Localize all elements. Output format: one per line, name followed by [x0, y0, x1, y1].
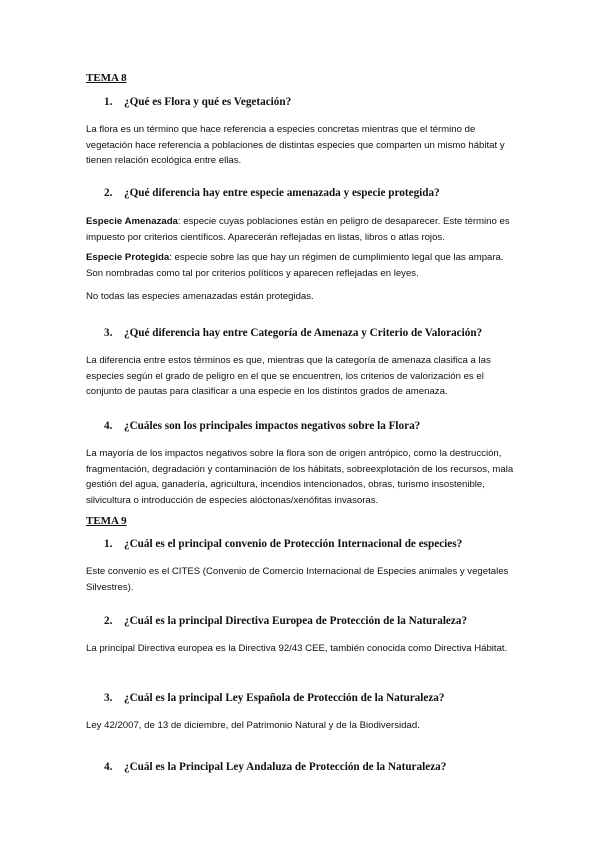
tema8-answer-2-amenazada	[86, 214, 518, 245]
question-number: 1.	[104, 96, 113, 108]
question-number: 4.	[104, 420, 113, 432]
tema9-answer-1: Este convenio es el CITES (Convenio de Comercio Internacional de Especies animales y vegetales Silvestres).	[86, 566, 509, 593]
term-label: Especie Amenazada	[86, 216, 178, 227]
tema8-question-3	[104, 327, 482, 339]
tema9-answer-3: Ley 42/2007, de 13 de diciembre, del Patrimonio Natural y de la Biodiversidad.	[86, 720, 420, 731]
question-number: 2.	[104, 615, 113, 627]
term-definition: : especie cuyas poblaciones están en peligro de desaparecer. Este término es impuesto por criterios científicos. Aparecerán reflejadas en listas, libros o atlas rojos.	[86, 216, 510, 243]
tema9-heading: TEMA 9	[86, 515, 127, 527]
tema8-answer-2-note: No todas las especies amenazadas están protegidas.	[86, 291, 314, 302]
term-definition: : especie sobre las que hay un régimen de cumplimiento legal que las ampara. Son nombradas como tal por criterios políticos y aparecen reflejadas en leyes.	[86, 252, 504, 279]
tema9-question-4	[104, 761, 446, 773]
question-text: ¿Cuál es la principal Ley Española de Protección de la Naturaleza?	[124, 692, 445, 704]
tema8-answer-4: La mayoría de los impactos negativos sobre la flora son de origen antrópico, como la destrucción, fragmentación, degradación y contaminación de los hábitats, sobreexplotación de los recursos, mala gestión del agua, ganadería, agricultura, incendios intencionados, obras, turismo insostenible, silvicultura o introducción de especies alóctonas/xenófitas invasoras.	[86, 448, 514, 506]
tema9-question-1	[104, 538, 462, 550]
tema9-answer-2: La principal Directiva europea es la Directiva 92/43 CEE, también conocida como Directiva Hábitat.	[86, 643, 508, 654]
question-number: 3.	[104, 327, 113, 339]
question-text: ¿Cuál es la principal Directiva Europea de Protección de la Naturaleza?	[124, 615, 468, 627]
question-number: 4.	[104, 761, 113, 773]
tema8-question-2	[104, 187, 440, 199]
question-text: ¿Cuál es la Principal Ley Andaluza de Protección de la Naturaleza?	[124, 761, 447, 773]
question-text: ¿Cuáles son los principales impactos negativos sobre la Flora?	[124, 420, 421, 432]
tema8-answer-2-protegida	[86, 250, 518, 281]
question-number: 2.	[104, 187, 113, 199]
question-number: 3.	[104, 692, 113, 704]
question-number: 1.	[104, 538, 113, 550]
tema8-answer-3: La diferencia entre estos términos es que, mientras que la categoría de amenaza clasifica a las especies según el grado de peligro en el que se encuentren, los criterios de valorización es el conjunto de pautas para clasificar a una especie en los distintos grados de amenaza.	[86, 355, 491, 397]
tema8-heading: TEMA 8	[86, 72, 127, 84]
tema9-question-2	[104, 615, 467, 627]
tema8-question-4	[104, 420, 420, 432]
term-label: Especie Protegida	[86, 252, 170, 263]
question-text: ¿Qué diferencia hay entre Categoría de Amenaza y Criterio de Valoración?	[124, 327, 483, 339]
question-text: ¿Qué diferencia hay entre especie amenazada y especie protegida?	[124, 187, 440, 199]
question-text: ¿Qué es Flora y qué es Vegetación?	[124, 96, 292, 108]
question-text: ¿Cuál es el principal convenio de Protección Internacional de especies?	[124, 538, 463, 550]
tema9-question-3	[104, 692, 445, 704]
tema8-question-1	[104, 96, 291, 108]
tema8-answer-1: La flora es un término que hace referencia a especies concretas mientras que el término de vegetación hace referencia a poblaciones de distintas especies que comparten un mismo hábitat y tienen relación ecológica entre ellas.	[86, 124, 505, 166]
